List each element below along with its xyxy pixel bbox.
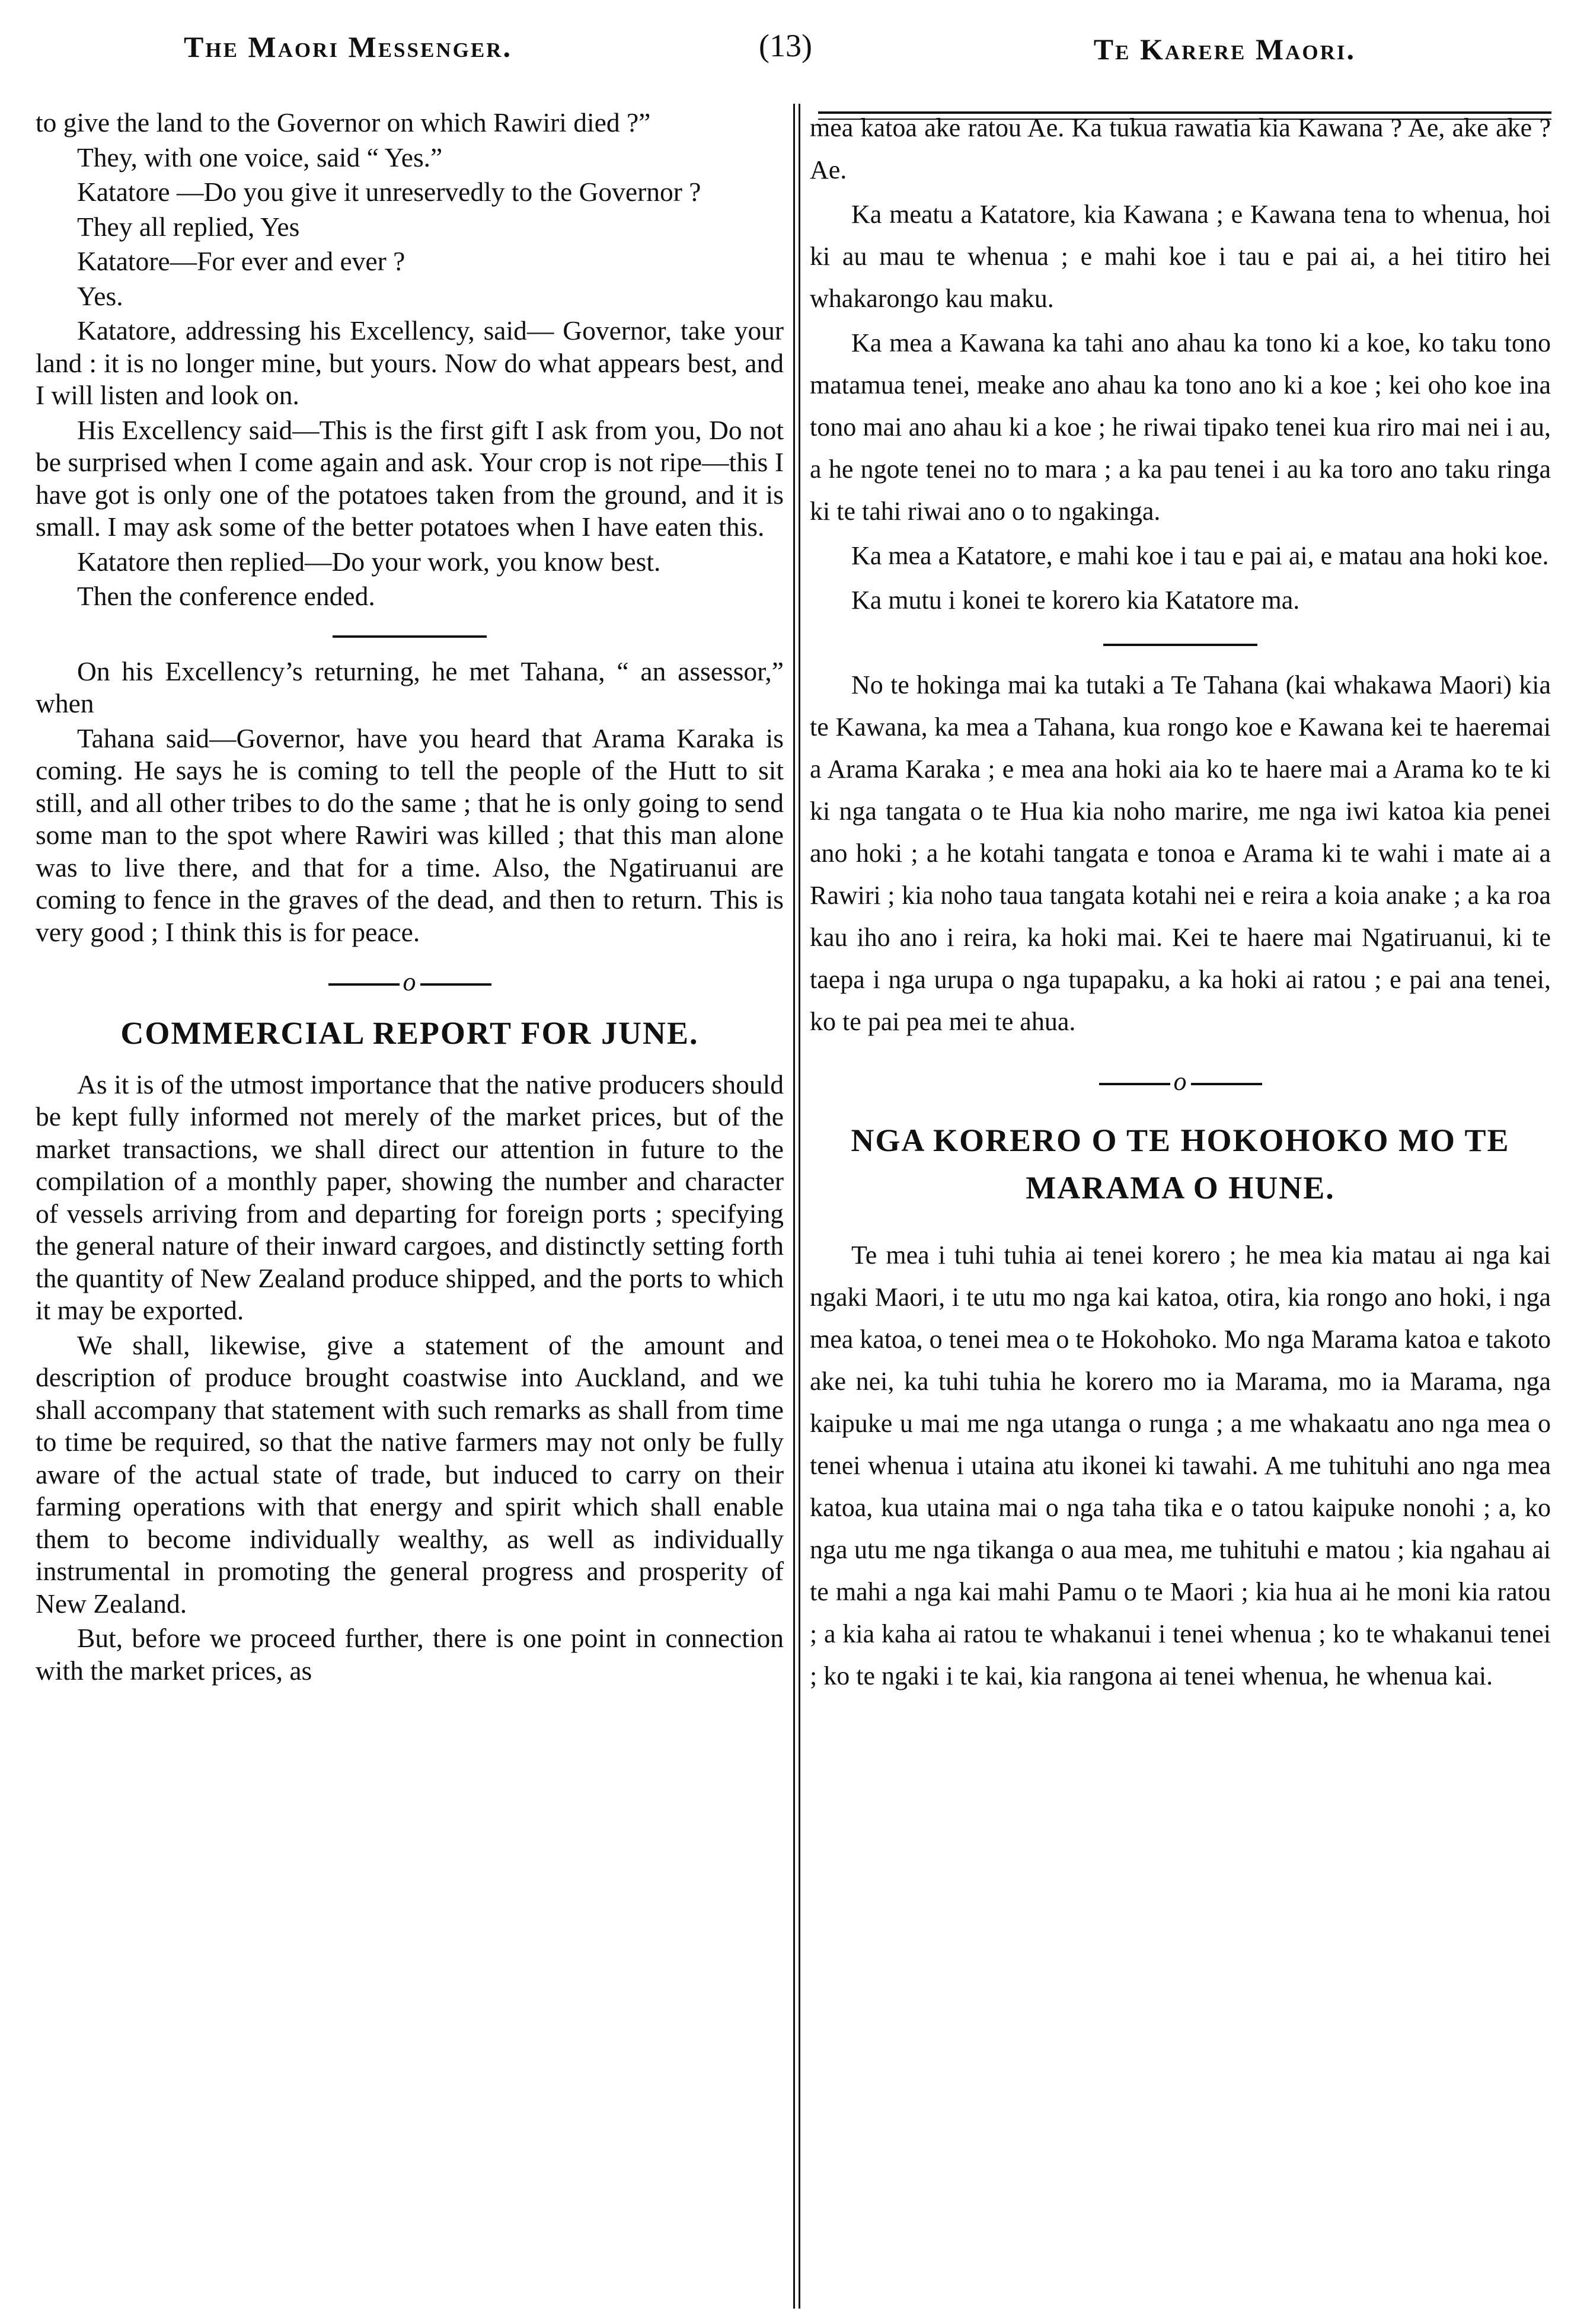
english-paragraph: They all replied, Yes	[77, 211, 300, 242]
english-paragraph: Katatore then replied—Do your work, you know best.	[77, 546, 661, 577]
commercial-report-heading: COMMERCIAL REPORT FOR JUNE.	[120, 1015, 699, 1051]
maori-paragraph: Ka mea a Katatore, e mahi koe i tau e pai ai, e matau ana hoki koe.	[851, 541, 1549, 570]
english-paragraph: Katatore, addressing his Excellency, said— Governor, take your land : it is no longer mine, but yours. Now do what appears best, and I will listen and look on.	[36, 315, 784, 410]
english-paragraph: Then the conference ended.	[77, 581, 375, 611]
masthead-maori: Te Karere Maori.	[1093, 33, 1356, 66]
maori-paragraph: No te hokinga mai ka tutaki a Te Tahana (kai whakawa Maori) kia te Kawana, ka mea a Tahana, kua rongo koe e Kawana kei te haeremai a Arama Karaka ; e mea ana hoki aia ko te haere mai a Arama ko te ki ki nga tangata o te Hua kia noho marire, me nga iwi katoa kia penei ano hoki ; a he kotahi tangata e tonoa e Arama ki te wahi i mate ai a Rawiri ; kia noho taua tangata kotahi nei e reira a koia anake ; a ka roa kau iho ano i reira, ka hoki mai. Kei te haere mai Ngatiruanui, ki te taepa i nga urupa o nga tupapaku, a ka hoki ai ratou ; e pai ana tenei, ko te pai pea mei te ahua.	[810, 670, 1551, 1036]
page-number: (13)	[759, 28, 812, 63]
english-paragraph: His Excellency said—This is the first gift I ask from you, Do not be surprised when I come again and ask. Your crop is not ripe—this I have got is only one of the potatoes taken from the ground, and it is small. I may ask some of the better potatoes when I have eaten this.	[36, 414, 784, 542]
english-paragraph: Yes.	[77, 280, 123, 311]
english-column	[36, 107, 784, 2300]
english-paragraph: Katatore—For ever and ever ?	[77, 246, 405, 276]
report-paragraph: As it is of the utmost importance that the native producers should be kept fully informed not merely of the market prices, but of the market transactions, we shall direct our attention in future to the compilation of a monthly paper, showing the number and character of vessels arriving from and departing for foreign ports ; specifying the general nature of their inward cargoes, and distinctly setting forth the quantity of New Zealand produce shipped, and the ports to which it may be exported.	[36, 1069, 784, 1325]
maori-paragraph: Ka mutu i konei te korero kia Katatore ma.	[851, 586, 1300, 615]
maori-column	[810, 107, 1551, 2300]
maori-paragraph: mea katoa ake ratou Ae. Ka tukua rawatia kia Kawana ? Ae, ake ake ? Ae.	[810, 113, 1551, 184]
report-paragraph: We shall, likewise, give a statement of the amount and description of produce brought coastwise into Auckland, and we shall accompany that statement with such remarks as shall from time to time be required, so that the native farmers may not only be fully aware of the actual state of trade, but induced to carry on their farming operations with that energy and spirit which shall enable them to become individually wealthy, as well as individually instrumental in promoting the general progress and prosperity of New Zealand.	[36, 1329, 784, 1619]
column-divider	[793, 104, 800, 2309]
english-paragraph: Katatore —Do you give it unreservedly to the Governor ?	[77, 177, 701, 207]
english-paragraph: On his Excellency’s returning, he met Tahana, “ an assessor,” when	[36, 656, 784, 718]
report-paragraph: Te mea i tuhi tuhia ai tenei korero ; he mea kia matau ai nga kai ngaki Maori, i te utu mo nga kai katoa, otira, kia rongo ano hoki, i nga mea katoa, o tenei mea o te Hokohoko. Mo nga Marama katoa e takoto ake nei, ka tuhi tuhia he korero mo ia Marama, mo ia Marama, nga kaipuke u mai me nga utanga o runga ; a me whakaatu ano nga mea o tenei whenua i utaina atu ikonei ki tawahi. A me tuhituhi ano nga mea katoa, kua utaina mai o nga taha tika e o tatou kaipuke nonohi ; a, ko nga utu me nga tikanga o aua mea, me tuhituhi e matou ; kia ngahau ai te mahi a nga kai mahi Pamu o te Maori ; kia hua ai he moni kia ratou ; a kia kaha ai ratou te whakanui i tenei whenua ; ko te whakanui tenei ; ko te ngaki i te kai, kia rangona ai tenei whenua, he whenua kai.	[810, 1241, 1551, 1690]
maori-paragraph: Ka meatu a Katatore, kia Kawana ; e Kawana tena to whenua, hoi ki au mau te whenua ; e mahi koe i tau e pai ai, a hei titiro hei whakarongo kau maku.	[810, 200, 1551, 313]
masthead-english: The Maori Messenger.	[184, 30, 512, 63]
section-separator: o	[36, 966, 784, 999]
english-paragraph: They, with one voice, said “ Yes.”	[77, 142, 443, 172]
section-separator: o	[810, 1060, 1551, 1102]
english-paragraph: Tahana said—Governor, have you heard that Arama Karaka is coming. He says he is coming to tell the people of the Hutt to sit still, and all other tribes to do the same ; that he is only going to send some man to the spot where Rawiri was killed ; that this man alone was to live there, and that for a time. Also, the Ngatiruanui are coming to fence in the graves of the dead, and then to return. This is very good ; I think this is for peace.	[36, 723, 784, 947]
section-rule	[1103, 644, 1257, 646]
maori-paragraph: Ka mea a Kawana ka tahi ano ahau ka tono ki a koe, ko taku tono matamua tenei, meake ano ahau ka tono ano ki a koe ; kei oho koe ina tono mai ano ahau ki a koe ; he riwai tipako tenei kua riro mai nei i au, a he ngote tenei no to mara ; a ka pau tenei i au ka toro ano taku ringa ki te tahi riwai ano o to ngakinga.	[810, 328, 1551, 526]
english-paragraph: to give the land to the Governor on which Rawiri died ?”	[36, 107, 651, 138]
hokohoko-heading: NGA KORERO O TE HOKOHOKO MO TE MARAMA O HUNE.	[851, 1123, 1510, 1206]
report-paragraph: But, before we proceed further, there is one point in connection with the market prices, as	[36, 1623, 784, 1686]
page-header	[36, 24, 1551, 95]
section-rule	[333, 635, 487, 638]
